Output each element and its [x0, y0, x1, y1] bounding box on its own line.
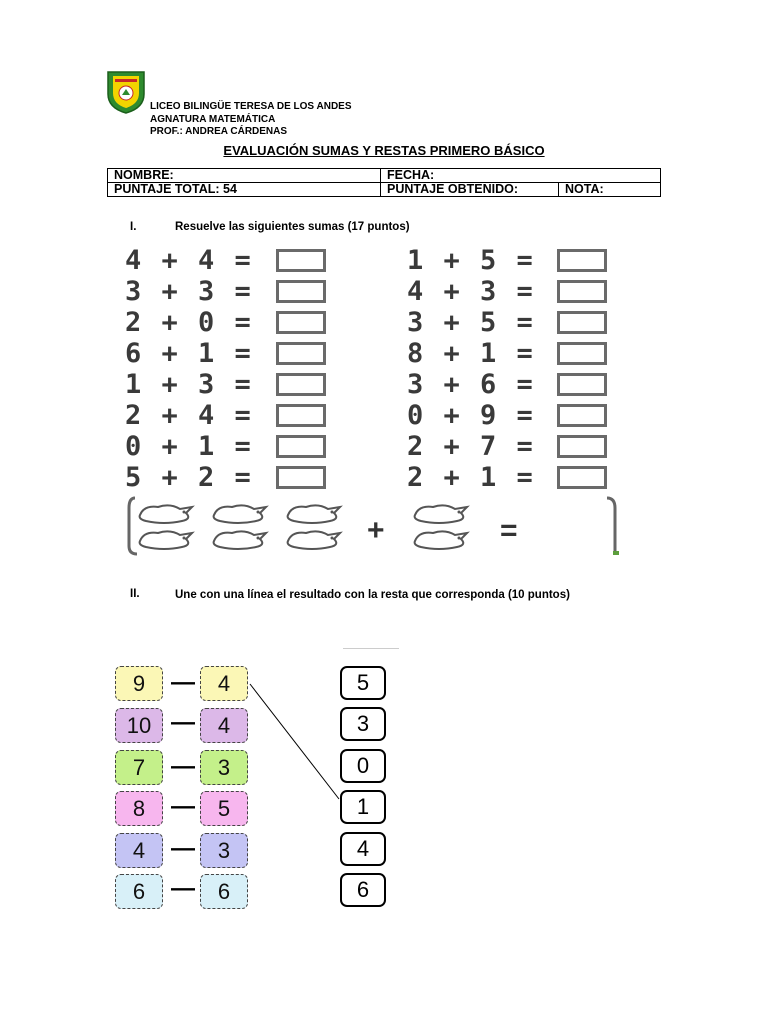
subtrahend-tile[interactable]: 4	[200, 666, 248, 701]
sum-left-3: 2 + 0 =	[125, 307, 253, 338]
answer-box-right-8[interactable]	[557, 466, 607, 489]
student-info-table	[107, 168, 661, 197]
bird-icon	[282, 527, 346, 551]
sum-right-5: 3 + 6 =	[407, 369, 535, 400]
result-box[interactable]: 0	[340, 749, 386, 783]
school-header	[150, 101, 352, 139]
subject-name: AGNATURA MATEMÁTICA	[150, 113, 276, 125]
name-field[interactable]: NOMBRE:	[108, 169, 381, 183]
subtrahend-tile[interactable]: 4	[200, 708, 248, 743]
sum-right-2: 4 + 3 =	[407, 276, 535, 307]
subtrahend-tile[interactable]: 3	[200, 833, 248, 868]
section-2-number: II.	[130, 588, 140, 600]
sum-right-7: 2 + 7 =	[407, 431, 535, 462]
answer-box-right-3[interactable]	[557, 311, 607, 334]
bird-icon	[208, 527, 272, 551]
result-box[interactable]: 4	[340, 832, 386, 866]
total-score-cell: PUNTAJE TOTAL: 54	[108, 183, 381, 197]
answer-box-left-4[interactable]	[276, 342, 326, 365]
minus-sign: —	[171, 669, 195, 696]
answer-box-right-5[interactable]	[557, 373, 607, 396]
sum-left-1: 4 + 4 =	[125, 245, 253, 276]
bird-icon	[208, 501, 272, 525]
answer-box-right-7[interactable]	[557, 435, 607, 458]
school-logo	[105, 70, 147, 114]
subtrahend-tile[interactable]: 5	[200, 791, 248, 826]
divider	[343, 648, 399, 649]
school-name: LICEO BILINGÜE TERESA DE LOS ANDES	[150, 101, 352, 112]
answer-box-left-3[interactable]	[276, 311, 326, 334]
sum-right-4: 8 + 1 =	[407, 338, 535, 369]
answer-box-left-8[interactable]	[276, 466, 326, 489]
sum-right-6: 0 + 9 =	[407, 400, 535, 431]
sum-right-3: 3 + 5 =	[407, 307, 535, 338]
answer-box-left-7[interactable]	[276, 435, 326, 458]
minuend-tile[interactable]: 4	[115, 833, 163, 868]
minuend-tile[interactable]: 6	[115, 874, 163, 909]
result-box[interactable]: 6	[340, 873, 386, 907]
answer-box-left-2[interactable]	[276, 280, 326, 303]
answer-box-right-6[interactable]	[557, 404, 607, 427]
sum-left-8: 5 + 2 =	[125, 462, 253, 493]
answer-box-right-2[interactable]	[557, 280, 607, 303]
subtrahend-tile[interactable]: 3	[200, 750, 248, 785]
bird-icon	[134, 501, 198, 525]
section-1-instruction: Resuelve las siguientes sumas (17 puntos)	[175, 221, 410, 233]
sum-left-4: 6 + 1 =	[125, 338, 253, 369]
bird-icon	[134, 527, 198, 551]
sum-left-2: 3 + 3 =	[125, 276, 253, 307]
sum-left-6: 2 + 4 =	[125, 400, 253, 431]
teacher-name: PROF.: ANDREA CÁRDENAS	[150, 126, 288, 137]
answer-box-right-4[interactable]	[557, 342, 607, 365]
bird-icon	[409, 501, 473, 525]
obtained-score-field[interactable]: PUNTAJE OBTENIDO:	[381, 183, 559, 197]
minuend-tile[interactable]: 10	[115, 708, 163, 743]
answer-box-left-5[interactable]	[276, 373, 326, 396]
bird-icon	[282, 501, 346, 525]
subtrahend-tile[interactable]: 6	[200, 874, 248, 909]
sum-left-5: 1 + 3 =	[125, 369, 253, 400]
section-2-instruction: Une con una línea el resultado con la resta que corresponda (10 puntos)	[175, 589, 570, 601]
minuend-tile[interactable]: 8	[115, 791, 163, 826]
result-box[interactable]: 5	[340, 666, 386, 700]
section-1-number: I.	[130, 221, 137, 233]
picture-sum-equals: =	[500, 514, 518, 547]
sum-left-7: 0 + 1 =	[125, 431, 253, 462]
date-field[interactable]: FECHA:	[381, 169, 661, 183]
picture-sum-plus: +	[367, 514, 385, 547]
bird-icon	[409, 527, 473, 551]
answer-box-left-6[interactable]	[276, 404, 326, 427]
minus-sign: —	[171, 709, 195, 736]
minus-sign: —	[171, 753, 195, 780]
sum-right-1: 1 + 5 =	[407, 245, 535, 276]
page-title: EVALUACIÓN SUMAS Y RESTAS PRIMERO BÁSICO	[223, 143, 545, 158]
result-box[interactable]: 3	[340, 707, 386, 741]
minus-sign: —	[171, 875, 195, 902]
minus-sign: —	[171, 835, 195, 862]
sum-right-8: 2 + 1 =	[407, 462, 535, 493]
minuend-tile[interactable]: 7	[115, 750, 163, 785]
grade-field[interactable]: NOTA:	[559, 183, 661, 197]
answer-box-right-1[interactable]	[557, 249, 607, 272]
minus-sign: —	[171, 793, 195, 820]
minuend-tile[interactable]: 9	[115, 666, 163, 701]
answer-box-left-1[interactable]	[276, 249, 326, 272]
result-box[interactable]: 1	[340, 790, 386, 824]
